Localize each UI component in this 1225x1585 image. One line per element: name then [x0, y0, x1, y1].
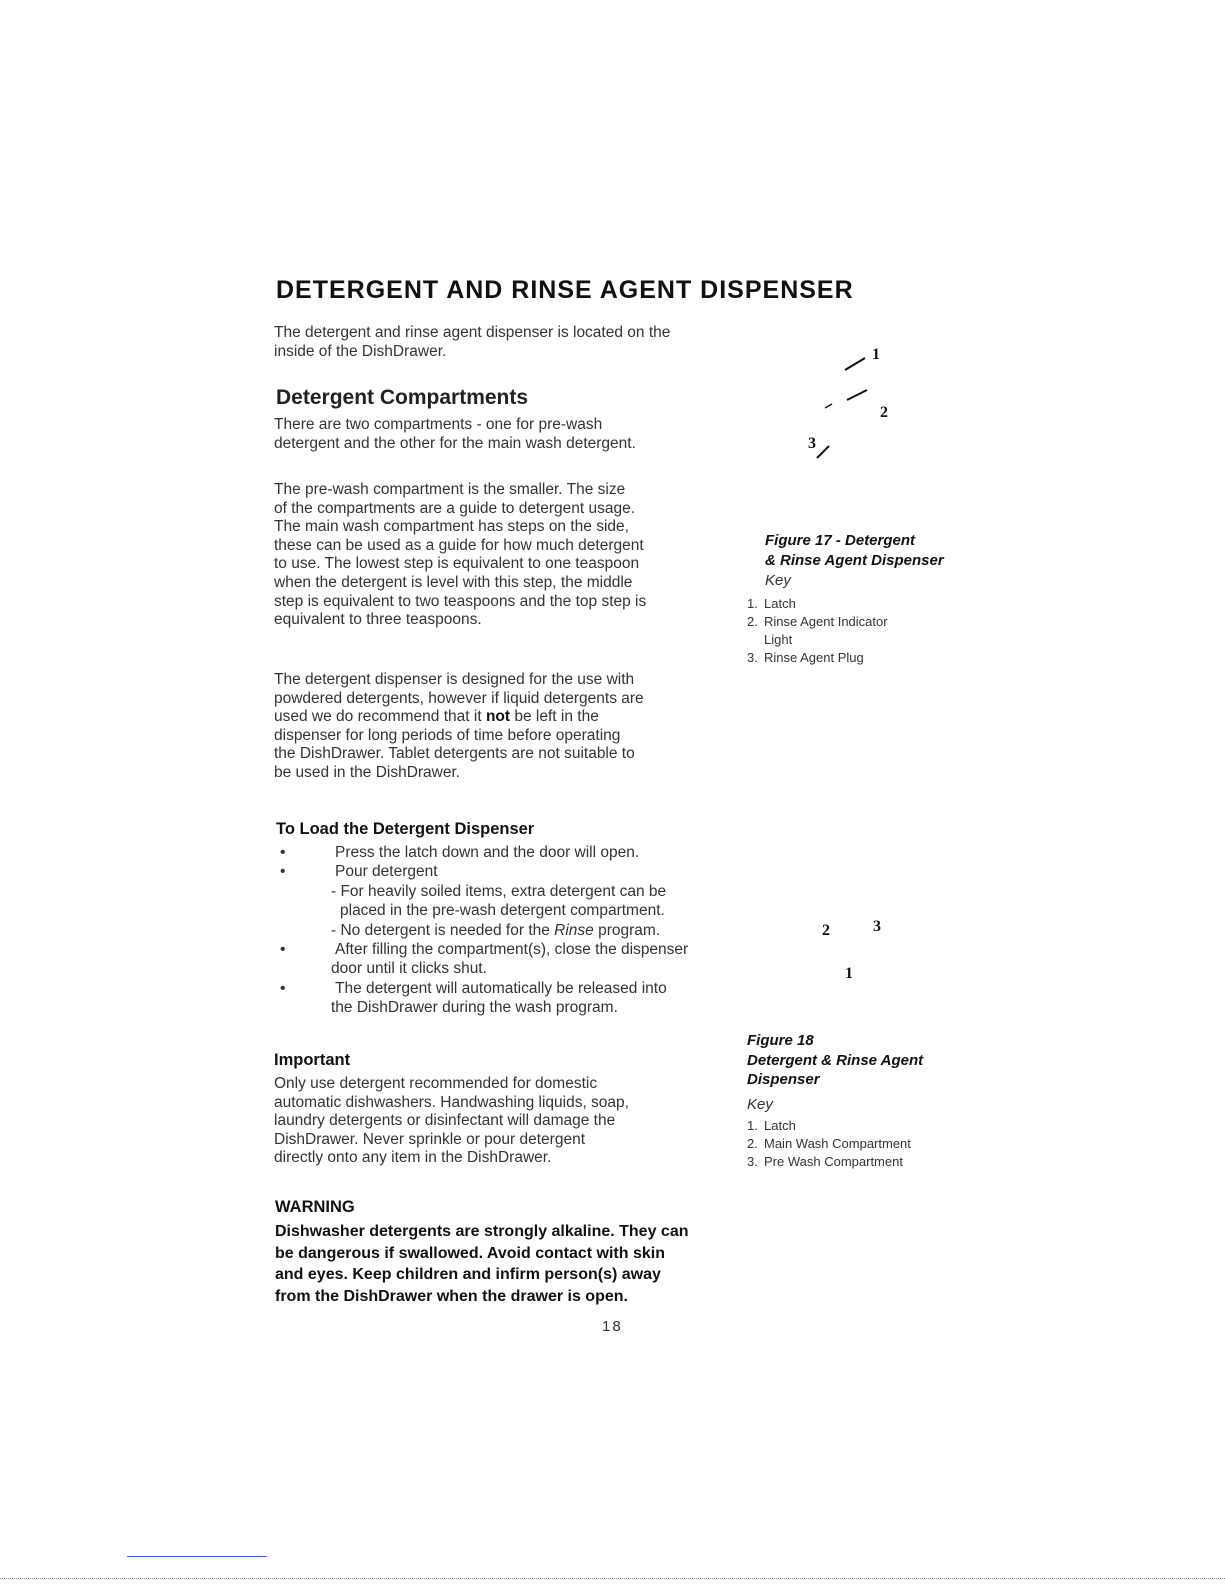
sub-item-text: - For heavily soiled items, extra detergent can be — [331, 882, 667, 900]
list-item — [276, 843, 746, 862]
para-line: powdered detergents, however if liquid detergents are — [274, 689, 644, 707]
list-item-continuation: door until it clicks shut. — [331, 960, 487, 978]
list-item-text: Press the latch down and the door will open. — [335, 844, 640, 861]
key-item — [747, 631, 947, 649]
intro-paragraph — [274, 324, 744, 361]
compartments-para3 — [274, 671, 744, 783]
para-line: directly onto any item in the DishDrawer. — [274, 1149, 552, 1167]
key-item — [747, 595, 947, 613]
para-line: There are two compartments - one for pre-wash — [274, 416, 603, 433]
sub-item-text: placed in the pre-wash detergent compartment. — [340, 902, 665, 920]
para-line: DishDrawer. Never sprinkle or pour detergent — [274, 1130, 585, 1148]
figure18-key-list — [747, 1117, 967, 1171]
page-title: DETERGENT AND RINSE AGENT DISPENSER — [276, 276, 854, 304]
para-line: when the detergent is level with this step, the middle — [274, 573, 633, 591]
sub-item — [276, 921, 746, 940]
figure17-caption — [765, 531, 944, 570]
bullet-icon: • — [280, 979, 286, 997]
warning-line: from the DishDrawer when the drawer is open. — [275, 1287, 628, 1305]
key-item-number: 1. — [747, 1118, 758, 1133]
para-line: detergent and the other for the main wash detergent. — [274, 434, 636, 452]
list-item — [276, 940, 746, 959]
important-heading: Important — [274, 1051, 351, 1069]
key-item — [747, 1153, 967, 1171]
list-item-text: The detergent will automatically be released into — [335, 979, 667, 997]
program-name-rinse: Rinse — [554, 921, 594, 939]
key-item-text: Latch — [764, 596, 796, 611]
intro-line: inside of the DishDrawer. — [274, 342, 447, 360]
key-item-number: 3. — [747, 650, 758, 665]
key-item — [747, 1117, 967, 1135]
load-heading: To Load the Detergent Dispenser — [276, 820, 535, 838]
list-item — [276, 979, 746, 998]
key-item — [747, 1135, 967, 1153]
key-item — [747, 649, 947, 667]
key-item-number: 2. — [747, 1136, 758, 1151]
sub-item-text: program. — [593, 921, 661, 939]
compartments-para1 — [274, 416, 744, 453]
intro-line: The detergent and rinse agent dispenser is located on the — [274, 324, 671, 341]
warning-paragraph — [275, 1221, 755, 1307]
key-item-text: Pre Wash Compartment — [764, 1154, 903, 1169]
para-line: these can be used as a guide for how much detergent — [274, 536, 644, 554]
key-item-number: 2. — [747, 614, 758, 629]
bottom-dotted-divider — [0, 1578, 1225, 1579]
para-text: used we do recommend that it — [274, 708, 486, 726]
list-item-continuation: the DishDrawer during the wash program. — [331, 999, 618, 1017]
page-number: 18 — [602, 1318, 623, 1335]
para-text: be left in the — [510, 708, 599, 726]
para-line: of the compartments are a guide to detergent usage. — [274, 499, 636, 517]
para-line: step is equivalent to two teaspoons and the top step is — [274, 592, 647, 610]
figure18-callout-1: 1 — [845, 965, 853, 982]
warning-heading: WARNING — [275, 1198, 355, 1216]
bullet-icon: • — [280, 863, 286, 881]
key-item-text: Rinse Agent Plug — [764, 650, 864, 665]
key-item-text: Main Wash Compartment — [764, 1136, 911, 1151]
bullet-icon: • — [280, 941, 286, 959]
caption-line: Figure 17 - Detergent — [765, 532, 916, 549]
para-line — [274, 708, 744, 727]
figure17-key-label: Key — [765, 572, 791, 589]
para-line: laundry detergents or disinfectant will damage the — [274, 1112, 616, 1130]
figure17-callout-3: 3 — [808, 435, 816, 452]
caption-line: Figure 18 — [747, 1032, 814, 1049]
para-line: be used in the DishDrawer. — [274, 763, 461, 781]
compartments-heading: Detergent Compartments — [276, 386, 529, 409]
para-line: The main wash compartment has steps on the side, — [274, 518, 629, 536]
key-item-number: 1. — [747, 596, 758, 611]
warning-line: and eyes. Keep children and infirm person(s) away — [275, 1266, 661, 1283]
caption-line: Detergent & Rinse Agent — [747, 1051, 924, 1069]
emphasis-not: not — [485, 708, 511, 726]
para-line: The pre-wash compartment is the smaller. The size — [274, 481, 626, 498]
figure17-callout-1: 1 — [872, 346, 880, 363]
warning-line: be dangerous if swallowed. Avoid contact with skin — [275, 1244, 665, 1262]
figure18-key-label: Key — [747, 1096, 773, 1113]
figure18-callout-3: 3 — [873, 918, 881, 935]
para-line: to use. The lowest step is equivalent to one teaspoon — [274, 555, 640, 573]
important-paragraph — [274, 1075, 744, 1168]
key-item-number — [747, 631, 764, 649]
key-item-text: Latch — [764, 1118, 796, 1133]
para-line: Only use detergent recommended for domestic — [274, 1075, 598, 1092]
list-item-text: After filling the compartment(s), close the dispenser — [335, 941, 689, 959]
list-item-text: Pour detergent — [335, 863, 438, 881]
sub-item-text: - No detergent is needed for the — [331, 921, 555, 939]
bullet-icon: • — [280, 844, 286, 861]
figure17-callout-2: 2 — [880, 404, 888, 421]
load-steps-list — [276, 843, 746, 1018]
para-line: the DishDrawer. Tablet detergents are not suitable to — [274, 745, 635, 763]
figure17-key-list — [747, 595, 947, 667]
list-item — [276, 862, 746, 881]
para-line: The detergent dispenser is designed for the use with — [274, 671, 635, 688]
key-item-text: Rinse Agent Indicator — [764, 614, 888, 629]
caption-line: Dispenser — [747, 1071, 820, 1088]
key-item — [747, 613, 947, 631]
compartments-para2 — [274, 481, 744, 630]
figure18-caption — [747, 1031, 923, 1090]
figure18-callout-2: 2 — [822, 922, 830, 939]
bottom-link-underline[interactable] — [127, 1556, 267, 1557]
warning-line: Dishwasher detergents are strongly alkaline. They can — [275, 1223, 689, 1240]
key-item-text: Light — [764, 632, 793, 647]
key-item-number: 3. — [747, 1154, 758, 1169]
para-line: automatic dishwashers. Handwashing liquids, soap, — [274, 1093, 629, 1111]
caption-line: & Rinse Agent Dispenser — [765, 551, 944, 569]
para-line: dispenser for long periods of time before operating — [274, 726, 621, 744]
para-line: equivalent to three teaspoons. — [274, 611, 482, 629]
